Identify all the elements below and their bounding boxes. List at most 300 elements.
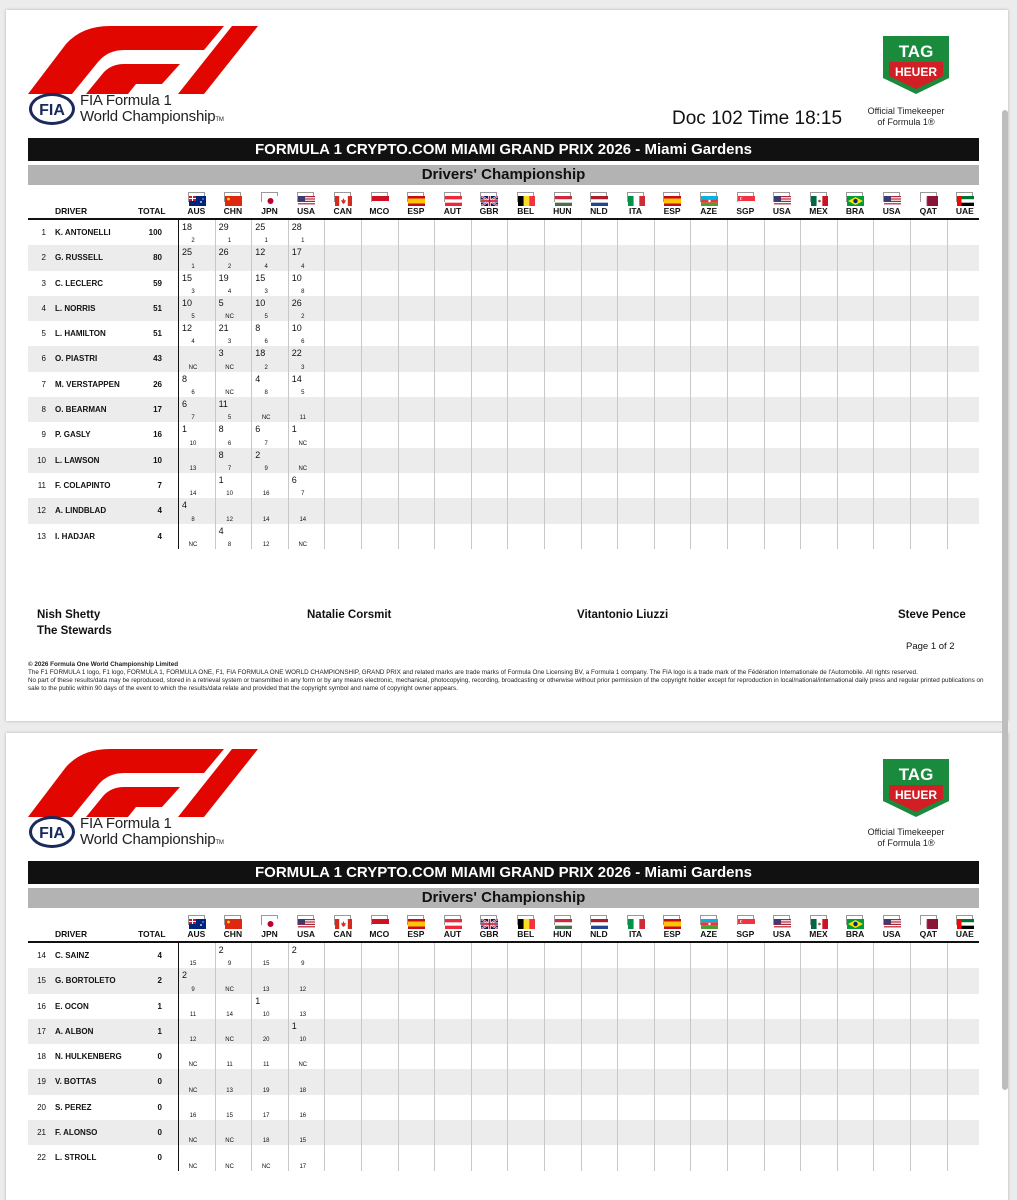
cell-race-position: 10 bbox=[299, 1037, 307, 1044]
cell-race-position: 12 bbox=[262, 541, 270, 548]
result-cell bbox=[471, 397, 508, 422]
result-cell bbox=[324, 1120, 361, 1145]
result-cell bbox=[910, 397, 947, 422]
cell-race-position: 9 bbox=[227, 961, 232, 968]
flag-ita-icon bbox=[627, 192, 644, 202]
result-cell bbox=[398, 943, 435, 968]
row-position: 5 bbox=[41, 329, 46, 339]
result-cell bbox=[324, 271, 361, 296]
result-cell bbox=[178, 1044, 215, 1069]
result-cell bbox=[251, 1019, 288, 1044]
table-row bbox=[28, 1044, 979, 1069]
result-cell bbox=[178, 968, 215, 993]
result-cell bbox=[581, 994, 618, 1019]
race-code-qat: QAT bbox=[919, 206, 937, 216]
result-cell bbox=[324, 498, 361, 523]
result-cell bbox=[398, 271, 435, 296]
row-total: 4 bbox=[157, 506, 162, 516]
result-cell bbox=[690, 968, 727, 993]
cell-race-position: 11 bbox=[263, 1062, 270, 1069]
result-cell bbox=[288, 296, 325, 321]
result-cell bbox=[617, 1095, 654, 1120]
result-cell bbox=[910, 1120, 947, 1145]
result-cell bbox=[434, 346, 471, 371]
row-total: 0 bbox=[157, 1128, 162, 1138]
result-cell bbox=[581, 1019, 618, 1044]
result-cell bbox=[215, 321, 252, 346]
result-cell bbox=[764, 448, 801, 473]
result-cell bbox=[800, 245, 837, 270]
row-total: 7 bbox=[157, 480, 162, 490]
result-cell bbox=[873, 1145, 910, 1170]
result-cell bbox=[544, 994, 581, 1019]
fia-line-2: World Championship bbox=[80, 108, 216, 125]
result-cell bbox=[690, 994, 727, 1019]
result-cell bbox=[361, 220, 398, 245]
cell-race-position: 3 bbox=[301, 364, 305, 371]
cell-race-position: 17 bbox=[299, 1163, 307, 1170]
race-code-mco: MCO bbox=[369, 929, 390, 939]
result-cell bbox=[288, 473, 325, 498]
row-total: 80 bbox=[153, 253, 162, 263]
table-row bbox=[28, 1069, 979, 1094]
flag-hun-icon bbox=[554, 192, 571, 202]
cell-race-position: NC bbox=[188, 541, 198, 548]
flag-can-icon bbox=[334, 192, 351, 202]
result-cell bbox=[581, 498, 618, 523]
cell-race-position: 8 bbox=[264, 390, 268, 397]
result-cell bbox=[434, 1019, 471, 1044]
result-cell bbox=[251, 271, 288, 296]
table-row bbox=[28, 296, 979, 321]
svg-text:FIA: FIA bbox=[39, 102, 65, 119]
result-cell bbox=[800, 498, 837, 523]
result-cell bbox=[947, 220, 984, 245]
result-cell bbox=[361, 1069, 398, 1094]
cell-race-position: 11 bbox=[226, 1062, 233, 1069]
result-cell bbox=[507, 943, 544, 968]
cell-race-position: 11 bbox=[299, 415, 306, 422]
timekeeper-line-2: of Formula 1® bbox=[877, 838, 935, 848]
result-cell bbox=[398, 968, 435, 993]
row-driver: P. GASLY bbox=[55, 430, 91, 440]
row-driver: L. NORRIS bbox=[55, 303, 96, 313]
cell-race-position: 1 bbox=[301, 238, 305, 245]
result-cell bbox=[324, 1069, 361, 1094]
cell-points: 21 bbox=[218, 323, 229, 334]
result-cell bbox=[727, 498, 764, 523]
cell-race-position: 7 bbox=[227, 465, 232, 472]
result-cell bbox=[288, 220, 325, 245]
table-row bbox=[28, 448, 979, 473]
result-cell bbox=[764, 1069, 801, 1094]
result-cell bbox=[727, 296, 764, 321]
result-cell bbox=[251, 448, 288, 473]
result-cell bbox=[947, 422, 984, 447]
cell-points: 4 bbox=[218, 525, 224, 536]
row-total: 17 bbox=[153, 405, 162, 415]
flag-mco-icon bbox=[371, 915, 388, 925]
row-position: 17 bbox=[37, 1026, 46, 1036]
cell-race-position: 3 bbox=[264, 288, 268, 295]
result-cell bbox=[654, 372, 691, 397]
result-cell bbox=[690, 473, 727, 498]
result-cell bbox=[873, 968, 910, 993]
result-cell bbox=[581, 346, 618, 371]
cell-race-position: 11 bbox=[189, 1011, 197, 1018]
row-position: 22 bbox=[37, 1153, 46, 1163]
cell-race-position: NC bbox=[261, 1163, 271, 1170]
result-cell bbox=[764, 473, 801, 498]
race-code-aus: AUS bbox=[187, 929, 206, 939]
race-code-can: CAN bbox=[333, 929, 352, 939]
result-cell bbox=[324, 220, 361, 245]
result-cell bbox=[727, 473, 764, 498]
result-cell bbox=[910, 943, 947, 968]
result-cell bbox=[910, 524, 947, 549]
result-cell bbox=[251, 372, 288, 397]
result-cell bbox=[178, 296, 215, 321]
cell-race-position: NC bbox=[188, 1062, 198, 1069]
result-cell bbox=[288, 397, 325, 422]
cell-points: 1 bbox=[218, 474, 224, 485]
result-cell bbox=[837, 498, 874, 523]
result-cell bbox=[727, 397, 764, 422]
result-cell bbox=[288, 346, 325, 371]
result-cell bbox=[324, 448, 361, 473]
result-cell bbox=[837, 220, 874, 245]
cell-race-position: NC bbox=[225, 314, 234, 321]
tag-bottom-text: HEUER bbox=[894, 788, 938, 802]
cell-race-position: NC bbox=[225, 1163, 234, 1170]
cell-points: 15 bbox=[182, 272, 193, 283]
table-row bbox=[28, 271, 979, 296]
race-code-mex: MEX bbox=[809, 206, 828, 216]
table-row bbox=[28, 524, 979, 549]
result-cell bbox=[215, 498, 252, 523]
result-cell bbox=[654, 448, 691, 473]
result-cell bbox=[507, 448, 544, 473]
cell-points: 25 bbox=[255, 222, 266, 232]
result-cell bbox=[910, 994, 947, 1019]
row-position: 11 bbox=[37, 480, 46, 490]
table-row bbox=[28, 473, 979, 498]
result-cell bbox=[800, 1120, 837, 1145]
result-cell bbox=[288, 498, 325, 523]
result-cell bbox=[507, 1019, 544, 1044]
result-cell bbox=[215, 1044, 252, 1069]
result-cell bbox=[215, 245, 252, 270]
result-cell bbox=[251, 1145, 288, 1170]
vertical-scrollbar[interactable] bbox=[1002, 110, 1008, 1090]
cell-race-position: 8 bbox=[191, 516, 195, 523]
cell-race-position: 6 bbox=[191, 390, 195, 397]
race-code-bel: BEL bbox=[517, 929, 535, 939]
result-cell bbox=[581, 1145, 618, 1170]
result-cell bbox=[690, 245, 727, 270]
result-cell bbox=[873, 271, 910, 296]
race-code-uae: UAE bbox=[955, 206, 974, 216]
cell-race-position: NC bbox=[188, 364, 198, 371]
result-cell bbox=[178, 321, 215, 346]
result-cell bbox=[178, 1120, 215, 1145]
result-cell bbox=[727, 524, 764, 549]
result-cell bbox=[947, 296, 984, 321]
result-cell bbox=[544, 245, 581, 270]
row-total: 51 bbox=[153, 329, 162, 339]
cell-points: 2 bbox=[182, 970, 188, 981]
cell-points: 10 bbox=[255, 297, 266, 308]
result-cell bbox=[434, 422, 471, 447]
row-total: 10 bbox=[153, 455, 162, 465]
result-cell bbox=[471, 296, 508, 321]
cell-race-position: 9 bbox=[191, 986, 195, 993]
row-position: 8 bbox=[41, 405, 46, 415]
cell-points: 15 bbox=[255, 272, 266, 283]
cell-race-position: 15 bbox=[226, 1113, 233, 1120]
result-cell bbox=[617, 1120, 654, 1145]
cell-race-position: 2 bbox=[264, 364, 268, 371]
result-cell bbox=[727, 1019, 764, 1044]
result-cell bbox=[544, 1044, 581, 1069]
cell-race-position: 5 bbox=[264, 314, 268, 321]
fia-line-2: World Championship bbox=[80, 831, 216, 848]
table-row bbox=[28, 1019, 979, 1044]
result-cell bbox=[690, 321, 727, 346]
result-cell bbox=[654, 1095, 691, 1120]
table-row bbox=[28, 1095, 979, 1120]
result-cell bbox=[800, 943, 837, 968]
cell-race-position: 6 bbox=[227, 440, 232, 447]
row-driver: V. BOTTAS bbox=[55, 1077, 97, 1087]
race-code-usa: USA bbox=[882, 929, 901, 939]
result-cell bbox=[581, 1120, 618, 1145]
result-cell bbox=[764, 1120, 801, 1145]
cell-race-position: 16 bbox=[299, 1113, 307, 1120]
result-cell bbox=[434, 220, 471, 245]
cell-race-position: 12 bbox=[189, 1037, 197, 1044]
result-cell bbox=[690, 448, 727, 473]
result-cell bbox=[178, 524, 215, 549]
flag-jpn-icon bbox=[261, 915, 278, 925]
result-cell bbox=[324, 346, 361, 371]
cell-points: 5 bbox=[218, 297, 224, 308]
result-cell bbox=[324, 422, 361, 447]
result-cell bbox=[434, 271, 471, 296]
result-cell bbox=[288, 271, 325, 296]
result-cell bbox=[361, 321, 398, 346]
result-cell bbox=[617, 220, 654, 245]
row-position: 19 bbox=[37, 1077, 46, 1087]
row-driver: L. STROLL bbox=[55, 1153, 97, 1163]
result-cell bbox=[617, 372, 654, 397]
race-code-sgp: SGP bbox=[736, 206, 755, 216]
doc-time: Doc 102 Time 18:15 bbox=[672, 108, 843, 129]
result-cell bbox=[398, 473, 435, 498]
cell-points: 1 bbox=[182, 424, 188, 435]
result-cell bbox=[361, 271, 398, 296]
row-driver: C. LECLERC bbox=[55, 278, 103, 288]
result-cell bbox=[910, 321, 947, 346]
result-cell bbox=[837, 994, 874, 1019]
result-cell bbox=[764, 1044, 801, 1069]
result-cell bbox=[178, 422, 215, 447]
result-cell bbox=[764, 296, 801, 321]
cell-points: 8 bbox=[182, 373, 188, 384]
result-cell bbox=[617, 1044, 654, 1069]
result-cell bbox=[544, 372, 581, 397]
cell-points: 8 bbox=[255, 323, 261, 334]
race-code-can: CAN bbox=[333, 206, 352, 216]
result-cell bbox=[215, 1019, 252, 1044]
result-cell bbox=[471, 943, 508, 968]
result-cell bbox=[471, 1120, 508, 1145]
race-code-nld: NLD bbox=[590, 206, 608, 216]
result-cell bbox=[544, 271, 581, 296]
flag-usa-icon bbox=[773, 192, 790, 202]
race-code-mco: MCO bbox=[369, 206, 390, 216]
row-position: 7 bbox=[41, 379, 46, 389]
result-cell bbox=[947, 1145, 984, 1170]
cell-race-position: 13 bbox=[189, 465, 197, 472]
result-cell bbox=[654, 524, 691, 549]
flag-uae-icon bbox=[956, 915, 973, 925]
standings-table-page-1 bbox=[28, 188, 979, 549]
cell-race-position: 12 bbox=[226, 516, 233, 523]
result-cell bbox=[800, 1069, 837, 1094]
result-cell bbox=[507, 220, 544, 245]
cell-race-position: 1 bbox=[264, 238, 268, 245]
result-cell bbox=[507, 968, 544, 993]
result-cell bbox=[837, 968, 874, 993]
cell-race-position: 17 bbox=[262, 1113, 270, 1120]
flag-usa-icon bbox=[297, 915, 314, 925]
row-position: 20 bbox=[37, 1102, 46, 1112]
result-cell bbox=[471, 1019, 508, 1044]
result-cell bbox=[581, 524, 618, 549]
race-code-aut: AUT bbox=[443, 206, 462, 216]
result-cell bbox=[764, 346, 801, 371]
result-cell bbox=[617, 321, 654, 346]
race-code-usa: USA bbox=[297, 929, 316, 939]
row-total: 0 bbox=[157, 1102, 162, 1112]
result-cell bbox=[873, 321, 910, 346]
result-cell bbox=[581, 1069, 618, 1094]
cell-points: 8 bbox=[218, 424, 224, 435]
result-cell bbox=[617, 498, 654, 523]
result-cell bbox=[544, 1145, 581, 1170]
result-cell bbox=[764, 943, 801, 968]
race-code-gbr: GBR bbox=[479, 929, 499, 939]
result-cell bbox=[178, 245, 215, 270]
result-cell bbox=[873, 1019, 910, 1044]
fia-line-1: FIA Formula 1 bbox=[80, 815, 172, 832]
cell-points: 10 bbox=[291, 323, 302, 334]
flag-qat-icon bbox=[920, 192, 937, 202]
result-cell bbox=[690, 943, 727, 968]
result-cell bbox=[361, 1145, 398, 1170]
race-code-aze: AZE bbox=[700, 929, 718, 939]
row-driver: G. RUSSELL bbox=[55, 253, 104, 263]
result-cell bbox=[617, 473, 654, 498]
race-code-hun: HUN bbox=[553, 206, 572, 216]
result-cell bbox=[434, 1044, 471, 1069]
cell-race-position: 16 bbox=[262, 491, 270, 498]
result-cell bbox=[544, 1095, 581, 1120]
result-cell bbox=[215, 1095, 252, 1120]
cell-points: 4 bbox=[255, 373, 261, 384]
result-cell bbox=[727, 346, 764, 371]
cell-race-position: 20 bbox=[262, 1037, 270, 1044]
result-cell bbox=[324, 1019, 361, 1044]
race-code-aut: AUT bbox=[443, 929, 462, 939]
table-row bbox=[28, 422, 979, 447]
result-cell bbox=[434, 1095, 471, 1120]
result-cell bbox=[215, 372, 252, 397]
result-cell bbox=[654, 271, 691, 296]
result-cell bbox=[690, 1120, 727, 1145]
table-row bbox=[28, 346, 979, 371]
cell-race-position: 3 bbox=[191, 288, 195, 295]
result-cell bbox=[507, 245, 544, 270]
result-cell bbox=[507, 372, 544, 397]
result-cell bbox=[654, 1044, 691, 1069]
result-cell bbox=[251, 943, 288, 968]
result-cell bbox=[215, 422, 252, 447]
row-driver: N. HULKENBERG bbox=[55, 1052, 122, 1062]
flag-bra-icon bbox=[846, 915, 863, 925]
cell-points: 1 bbox=[291, 1020, 297, 1031]
cell-race-position: 8 bbox=[301, 288, 305, 295]
result-cell bbox=[324, 968, 361, 993]
flag-can-icon bbox=[334, 915, 351, 925]
result-cell bbox=[215, 271, 252, 296]
result-cell bbox=[471, 994, 508, 1019]
cell-points: 4 bbox=[182, 500, 188, 511]
race-code-qat: QAT bbox=[919, 929, 937, 939]
row-position: 9 bbox=[41, 430, 46, 440]
result-cell bbox=[654, 1019, 691, 1044]
result-cell bbox=[434, 968, 471, 993]
table-header bbox=[28, 911, 979, 943]
result-cell bbox=[178, 271, 215, 296]
result-cell bbox=[764, 422, 801, 447]
signature-1: Nish Shetty bbox=[37, 609, 101, 621]
result-cell bbox=[544, 1069, 581, 1094]
result-cell bbox=[544, 1120, 581, 1145]
cell-race-position: 5 bbox=[301, 390, 305, 397]
header-total: TOTAL bbox=[138, 206, 166, 216]
result-cell bbox=[215, 968, 252, 993]
cell-race-position: 10 bbox=[189, 440, 197, 447]
row-total: 16 bbox=[153, 430, 162, 440]
result-cell bbox=[910, 271, 947, 296]
result-cell bbox=[910, 245, 947, 270]
row-position: 18 bbox=[37, 1052, 46, 1062]
result-cell bbox=[288, 1145, 325, 1170]
result-cell bbox=[947, 1069, 984, 1094]
flag-aus-icon bbox=[188, 192, 205, 202]
header-driver: DRIVER bbox=[55, 929, 88, 939]
result-cell bbox=[434, 372, 471, 397]
result-cell bbox=[398, 1069, 435, 1094]
result-cell bbox=[800, 473, 837, 498]
signature-1-role: The Stewards bbox=[37, 625, 112, 637]
result-cell bbox=[251, 321, 288, 346]
svg-text:FIA: FIA bbox=[39, 825, 65, 842]
result-cell bbox=[361, 448, 398, 473]
result-cell bbox=[507, 473, 544, 498]
